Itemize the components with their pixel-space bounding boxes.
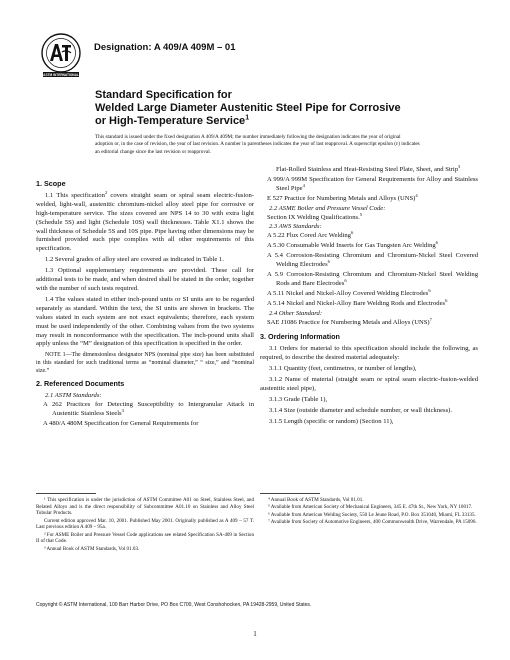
copyright-notice: Copyright © ASTM International, 100 Barr Harbor Drive, PO Box C700, West Conshohocken, PA 19428-2959, United States. xyxy=(36,602,312,608)
referenced-documents-heading: 2. Referenced Documents xyxy=(36,379,125,389)
astm-standards-subheading: 2.1 ASTM Standards: xyxy=(45,392,102,399)
footnote-4: ⁴ Annual Book of ASTM Standards, Vol 01.01. xyxy=(268,497,364,503)
footnote-rule-left xyxy=(36,493,96,494)
paragraph-3-1-2: 3.1.2 Name of material (straight seam or spiral seam electric-fusion-welded austenitic steel pipe), xyxy=(260,376,478,392)
footnote-2: ² For ASME Boiler and Pressure Vessel Code applications see related Specification SA-409 in Section II of that Code. xyxy=(36,531,254,545)
asme-code-subheading: 2.2 ASME Boiler and Pressure Vessel Code: xyxy=(269,204,386,212)
left-column xyxy=(36,180,254,430)
paragraph-3-1-1: 3.1.1 Quantity (feet, centimetres, or number of lengths), xyxy=(269,365,417,373)
title-line-2: Welded Large Diameter Austenitic Steel Pipe for Corrosive xyxy=(95,102,401,114)
page-number: 1 xyxy=(253,630,257,638)
note-1: NOTE 1—The dimensionless designator NPS (nominal pipe size) has been substituted in this standard for such traditional terms as “nominal diameter,” “ size,” and “nominal size.” xyxy=(36,352,254,374)
standard-issuance-note: This standard is issued under the fixed designation A 409/A 409M; the number immediately following the designation indicates the year of original adoption or, in the case of revision, the year of last revision. A number in parentheses indicates the year of last reapproval. A superscript epsilon (ε) indicates an editorial change since the last revision or reapproval. xyxy=(95,134,420,155)
footnote-rule-right xyxy=(260,493,320,494)
paragraph-3-1-3: 3.1.3 Grade (Table 1), xyxy=(269,395,328,403)
reference-a480: A 480/A 480M Specification for General Requirements for xyxy=(43,419,199,427)
reference-a480-continued: Flat-Rolled Stainless and Heat-Resisting Steel Plate, Sheet, and Strip$^3$ xyxy=(276,163,461,173)
reference-a5-14: A 5.14 Nickel and Nickel-Alloy Bare Welding Rods and Electrodes$^6$ xyxy=(267,297,448,307)
footnote-1-edition: Current edition approved Mar. 10, 2001. Published May 2001. Originally published as A 409 – 57 T. Last previous edition A 409 – 95a. xyxy=(36,517,254,531)
astm-logo xyxy=(38,32,84,78)
reference-a5-9: A 5.9 Corrosion-Resisting Chromium and Chromium-Nickel Steel Welding Rods and Bare Electrodes$^6$ xyxy=(267,270,478,287)
reference-a5-30: A 5.30 Consumable Weld Inserts for Gas Tungsten Arc Welding$^6$ xyxy=(267,240,438,250)
paragraph-3-1: 3.1 Orders for material to this specification should include the following, as required, to describe the desired material adequately: xyxy=(260,345,478,362)
footnotes-left xyxy=(36,497,254,553)
paragraph-3-1-5: 3.1.5 Length (specific or random) (Section 11), xyxy=(269,417,394,425)
paragraph-1-2: 1.2 Several grades of alloy steel are covered as indicated in Table 1. xyxy=(45,256,224,264)
scope-heading: 1. Scope xyxy=(36,179,66,188)
reference-a5-11: A 5.11 Nickel and Nickel-Alloy Covered Welding Electrodes$^6$ xyxy=(267,287,431,297)
reference-a262: A 262 Practices for Detecting Susceptibility to Intergranular Attack in Austenitic Stainless Steels$^3$ xyxy=(43,400,254,417)
right-column xyxy=(260,163,478,429)
other-standard-subheading: 2.4 Other Standard: xyxy=(269,309,323,317)
reference-sae-j1086: SAE J1086 Practice for Numbering Metals and Alloys (UNS)$^7$ xyxy=(267,316,432,326)
footnote-1: ¹ This specification is under the jurisdiction of ASTM Committee A01 on Steel, Stainless Steel, and Related Alloys and is the direct responsibility of Subcommittee A01.10 on Stainless and Alloy Steel Tubular Products. xyxy=(36,497,254,517)
reference-section-ix: Section IX Welding Qualifications.$^5$ xyxy=(267,211,363,221)
aws-standards-subheading: 2.3 AWS Standards: xyxy=(269,223,322,231)
reference-a5-4: A 5.4 Corrosion-Resisting Chromium and Chromium-Nickel Steel Covered Welding Electrodes$^6$ xyxy=(267,252,478,269)
footnote-3: ³ Annual Book of ASTM Standards, Vol 01.03. xyxy=(44,545,140,552)
footnote-7: ⁷ Available from Society of Automotive Engineers, 400 Commonwealth Drive, Warrendale, PA 15096. xyxy=(268,518,477,525)
paragraph-1-4: 1.4 The values stated in either inch-pound units or SI units are to be regarded separately as standard. Within the text, the SI units are shown in brackets. The values stated in each system are not exact equivalents; therefore, each system must be used independently of the other. Combining values from the two systems may result in nonconformance with the specification. The inch-pound units shall apply unless the “M” designation of this specification is specified in the order. xyxy=(36,295,254,348)
logo-caption: ASTM INTERNATIONAL xyxy=(43,73,79,77)
footnotes-right xyxy=(260,497,478,526)
reference-a5-22: A 5.22 Flux Cored Arc Welding$^6$ xyxy=(267,230,354,240)
reference-a999: A 999/A 999M Specification for General Requirements for Alloy and Stainless Steel Pipe$^4$ xyxy=(267,175,478,192)
document-title xyxy=(95,89,425,128)
paragraph-1-3: 1.3 Optional supplementary requirements are provided. These call for additional tests to be made, and when desired shall be stated in the order, together with the number of such tests required. xyxy=(36,267,254,292)
ordering-information-heading: 3. Ordering Information xyxy=(260,332,340,342)
footnote-6: ⁶ Available from American Welding Society, 550 Le Jeune Road, P.O. Box 351040, Miami, FL 33135. xyxy=(268,511,476,518)
paragraph-1-1: 1.1 This specification$^2$ covers straight seam or spiral seam electric-fusion-welded, light-wall, austenitic chromium-nickel alloy steel pipe for corrosive or high-temperature service. The sizes covered are NPS 14 to 30 with extra light (Schedule 5S) and light (Schedule 10S) wall thicknesses. Table X1.1 shows the wall thickness of Schedule 5S and 10S pipe. Pipe having other dimensions may be furnished provided such pipe complies with all other requirements of this specification. xyxy=(36,189,254,253)
reference-e527: E 527 Practice for Numbering Metals and Alloys (UNS)$^4$ xyxy=(267,192,418,202)
title-line-1: Standard Specification for xyxy=(95,89,232,101)
paragraph-3-1-4: 3.1.4 Size (outside diameter and schedule number, or wall thickness). xyxy=(269,406,453,414)
footnote-5: ⁵ Available from American Society of Mechanical Engineers, 345 E. 47th St., New York, NY 10017. xyxy=(268,504,473,511)
designation: Designation: A 409/A 409M – 01 xyxy=(94,42,236,53)
title-line-3: or High-Temperature Service$^1$ xyxy=(95,114,250,127)
